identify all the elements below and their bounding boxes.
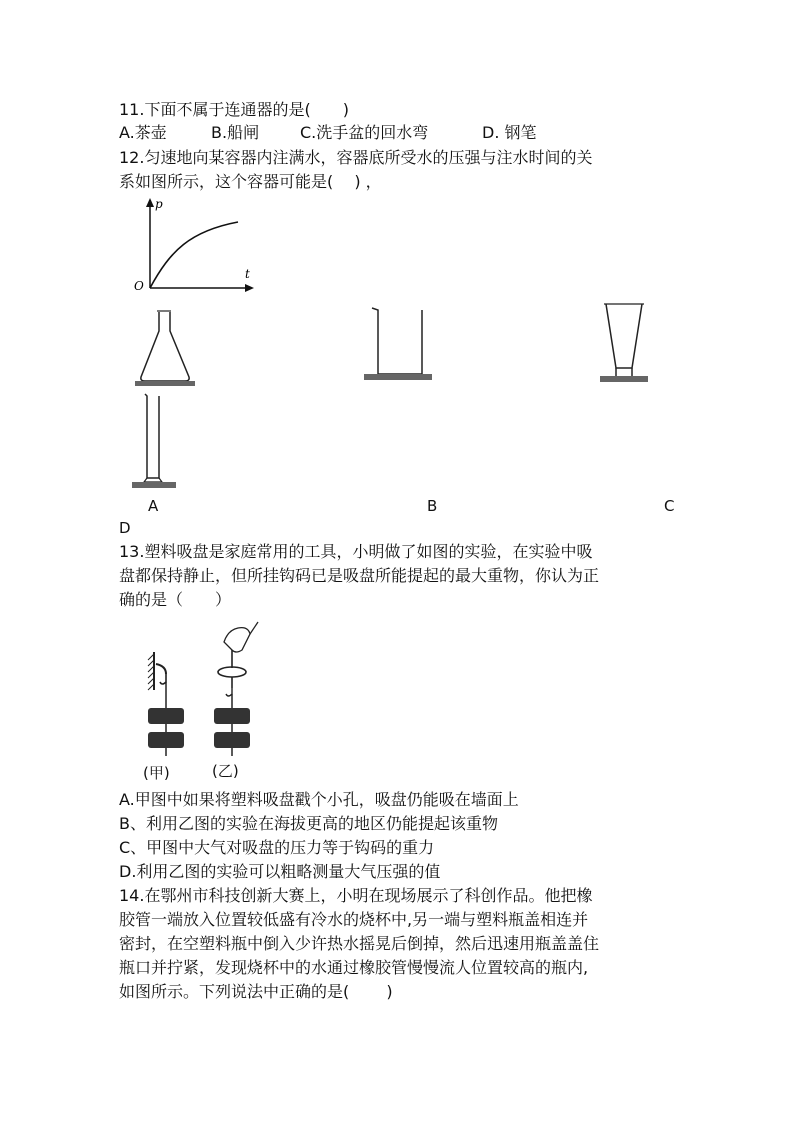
q13-option-b: B、利用乙图的实验在海拔更高的地区仍能提起该重物 <box>119 814 498 833</box>
graph-x-label: t <box>245 267 250 281</box>
q14-line5: 如图所示。下列说法中正确的是( ) <box>119 982 393 1001</box>
q14-line4: 瓶口并拧紧，发现烧杯中的水通过橡胶管慢慢流人位置较高的瓶内, <box>119 958 589 977</box>
suction-cup-wall-figure <box>140 650 190 760</box>
fig-label-jia: (甲) <box>143 764 170 782</box>
q11-stem: 11.下面不属于连通器的是( ) <box>119 100 349 119</box>
suction-cup-hand-figure <box>204 620 264 760</box>
q13-option-a: A.甲图中如果将塑料吸盘戳个小孔，吸盘仍能吸在墙面上 <box>119 790 519 809</box>
q13-option-c: C、甲图中大气对吸盘的压力等于钩码的重力 <box>119 838 435 857</box>
q13-stem-line3: 确的是（ ） <box>119 590 232 609</box>
container-c-vessel <box>598 302 650 384</box>
label-c: C <box>664 497 675 515</box>
q13-option-d: D.利用乙图的实验可以粗略测量大气压强的值 <box>119 862 441 881</box>
q12-stem-line1: 12.匀速地向某容器内注满水，容器底所受水的压强与注水时间的关 <box>119 148 593 167</box>
pressure-time-graph <box>130 196 260 296</box>
label-d: D <box>119 519 131 537</box>
q11-option-d: D. 钢笔 <box>482 123 537 142</box>
q12-stem-line2: 系如图所示，这个容器可能是( ) ， <box>119 172 382 191</box>
q14-line1: 14.在鄂州市科技创新大赛上，小明在现场展示了科创作品。他把橡 <box>119 886 593 905</box>
q11-option-c: C.洗手盆的回水弯 <box>300 123 429 142</box>
q13-stem-line2: 盘都保持静止，但所挂钩码已是吸盘所能提起的最大重物，你认为正 <box>119 566 600 585</box>
q11-option-a: A.茶壶 <box>119 123 167 142</box>
container-b-beaker <box>364 304 432 382</box>
fig-label-yi: (乙) <box>212 762 239 780</box>
q11-option-b: B.船闸 <box>211 123 260 142</box>
graph-y-label: p <box>155 197 163 211</box>
q14-line2: 胶管一端放入位置较低盛有冷水的烧杯中,另一端与塑料瓶盖相连并 <box>119 910 589 929</box>
label-b: B <box>427 497 438 515</box>
graph-origin-label: O <box>134 279 144 293</box>
label-a: A <box>148 497 159 515</box>
q14-line3: 密封，在空塑料瓶中倒入少许热水摇晃后倒掉，然后迅速用瓶盖盖住 <box>119 934 600 953</box>
q13-stem-line1: 13.塑料吸盘是家庭常用的工具，小明做了如图的实验，在实验中吸 <box>119 542 593 561</box>
container-a-flask <box>135 309 195 387</box>
container-d-cylinder <box>132 392 176 492</box>
